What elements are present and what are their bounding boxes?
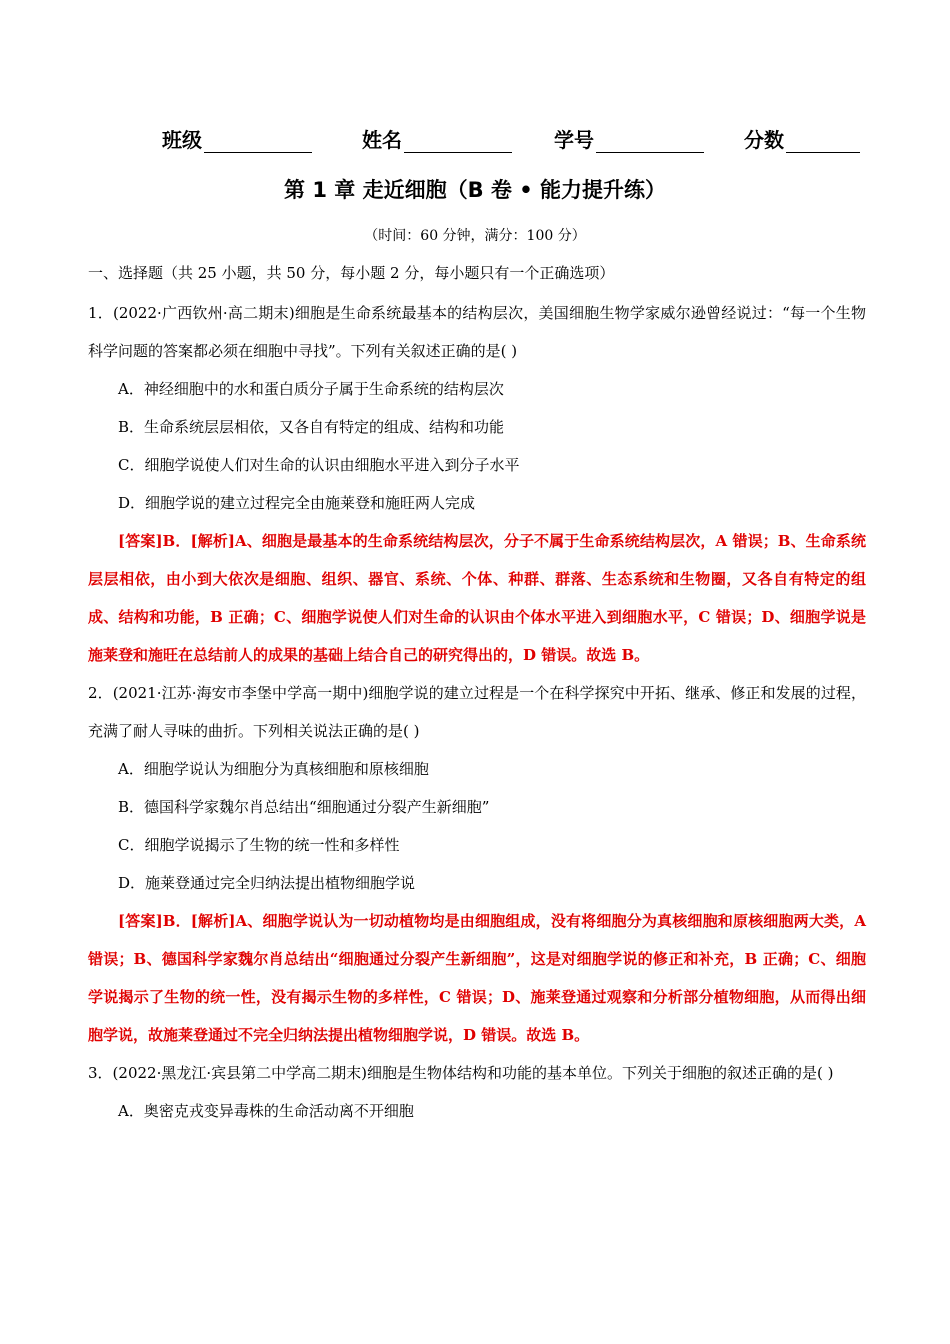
option-c: C．细胞学说揭示了生物的统一性和多样性	[118, 836, 400, 854]
page-subtitle: （时间：60 分钟，满分：100 分）	[364, 228, 586, 244]
option-b: B．德国科学家魏尔肖总结出“细胞通过分裂产生新细胞”	[118, 798, 490, 816]
name-label: 姓名	[362, 128, 402, 152]
option-a: A．奥密克戎变异毒株的生命活动离不开细胞	[118, 1102, 414, 1120]
header-fields	[162, 124, 866, 156]
option-d: D．细胞学说的建立过程完全由施莱登和施旺两人完成	[118, 494, 476, 512]
class-field	[162, 124, 312, 153]
question-3	[88, 1054, 866, 1130]
section-heading: 一、选择题（共 25 小题，共 50 分，每小题 2 分，每小题只有一个正确选项）	[88, 264, 615, 282]
answer-explanation: [答案]B．[解析]A、细胞学说认为一切动植物均是由细胞组成，没有将细胞分为真核细胞和原核细胞两大类，A 错误；B、德国科学家魏尔肖总结出“细胞通过分裂产生新细胞”，这是对细胞学说的修正和补充，B 正确；C、细胞学说揭示了生物的统一性，没有揭示生物的多样性，C 错误；D、施莱登通过观察和分析部分植物细胞，从而得出细胞学说，故施莱登通过不完全归纳法提出植物细胞学说，D 错误。故选 B。	[88, 912, 866, 1044]
score-label: 分数	[744, 128, 784, 152]
question-stem: 3．(2022·黑龙江·宾县第二中学高二期末)细胞是生物体结构和功能的基本单位。下列关于细胞的叙述正确的是( )	[88, 1064, 834, 1082]
answer-explanation: [答案]B．[解析]A、细胞是最基本的生命系统结构层次，分子不属于生命系统结构层次，A 错误；B、生命系统层层相依，由小到大依次是细胞、组织、器官、系统、个体、种群、群落、生态系统和生物圈，又各自有特定的组成、结构和功能，B 正确；C、细胞学说使人们对生命的认识由个体水平进入到细胞水平，C 错误；D、细胞学说是施莱登和施旺在总结前人的成果的基础上结合自己的研究得出的，D 错误。故选 B。	[88, 532, 866, 664]
class-label: 班级	[162, 128, 202, 152]
page-title: 第 1 章 走近细胞（B 卷 • 能力提升练）	[284, 178, 666, 202]
score-field	[744, 124, 860, 153]
questions-list	[88, 294, 866, 1130]
id-label: 学号	[554, 128, 594, 152]
question-stem: 1．(2022·广西钦州·高二期末)细胞是生命系统最基本的结构层次，美国细胞生物学家威尔逊曾经说过：“每一个生物科学问题的答案都必须在细胞中寻找”。下列有关叙述正确的是( )	[88, 304, 866, 360]
option-d: D．施莱登通过完全归纳法提出植物细胞学说	[118, 874, 416, 892]
option-c: C．细胞学说使人们对生命的认识由细胞水平进入到分子水平	[118, 456, 520, 474]
option-b: B．生命系统层层相依，又各自有特定的组成、结构和功能	[118, 418, 505, 436]
option-a: A．细胞学说认为细胞分为真核细胞和原核细胞	[118, 760, 429, 778]
id-field	[554, 124, 704, 153]
option-a: A．神经细胞中的水和蛋白质分子属于生命系统的结构层次	[118, 380, 504, 398]
question-2	[88, 674, 866, 1054]
id-blank[interactable]	[596, 128, 704, 153]
question-stem: 2．(2021·江苏·海安市李堡中学高一期中)细胞学说的建立过程是一个在科学探究中开拓、继承、修正和发展的过程，充满了耐人寻味的曲折。下列相关说法正确的是( )	[88, 684, 866, 740]
class-blank[interactable]	[204, 128, 312, 153]
name-blank[interactable]	[404, 128, 512, 153]
score-blank[interactable]	[786, 128, 860, 153]
name-field	[362, 124, 512, 153]
question-1	[88, 294, 866, 674]
